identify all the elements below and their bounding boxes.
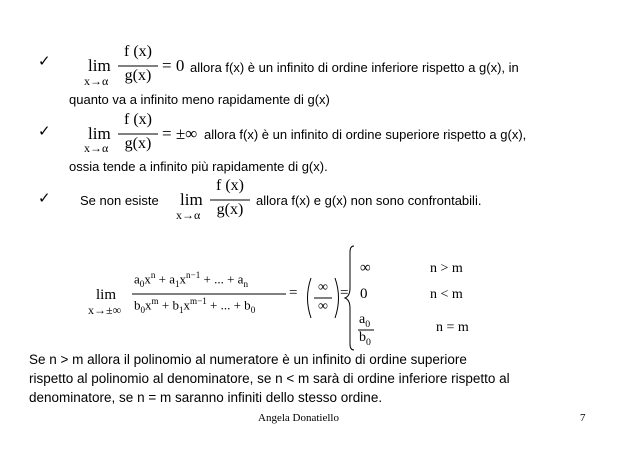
fraction-denominator: g(x) xyxy=(124,67,152,84)
paragraph-line: denominatore, se n = m saranno infiniti dello stesso ordine. xyxy=(29,390,383,405)
conclusion-paragraph xyxy=(29,350,510,407)
right-paren xyxy=(335,278,339,318)
lim-label: lim xyxy=(88,124,111,143)
footer-author: Angela Donatiello xyxy=(258,412,339,424)
page-number: 7 xyxy=(580,412,586,424)
case-condition: n > m xyxy=(430,261,463,276)
item-pre-text: Se non esiste xyxy=(80,193,159,208)
lim-subscript: x→α xyxy=(84,74,109,88)
indeterminate-denominator: ∞ xyxy=(318,299,328,314)
indeterminate-numerator: ∞ xyxy=(318,280,328,295)
fraction-denominator: g(x) xyxy=(124,135,152,152)
item-continuation: ossia tende a infinito più rapidamente di g(x). xyxy=(69,159,328,174)
lim-label: lim xyxy=(180,190,203,209)
poly-equals: = xyxy=(340,285,349,301)
case-value-infinity: ∞ xyxy=(360,260,371,276)
case-value-zero: 0 xyxy=(360,286,368,302)
poly-numerator: $a_0x^n + a_1x^{n-1}$ + ... + $a_n$ xyxy=(134,270,248,289)
checkmark-icon: ✓ xyxy=(38,52,51,70)
item-text: allora f(x) e g(x) non sono confrontabili. xyxy=(256,193,482,208)
fraction-numerator: f (x) xyxy=(124,43,152,60)
poly-denominator: $b_0x^m + b_1x^{m-1}$ + ... + $b_0$ xyxy=(134,296,256,315)
item-text: allora f(x) è un infinito di ordine inferiore rispetto a g(x), in xyxy=(190,60,519,75)
lim-subscript: x→α xyxy=(84,141,109,155)
item-continuation: quanto va a infinito meno rapidamente di g(x) xyxy=(69,92,330,107)
poly-lim-label: lim xyxy=(96,287,117,303)
lim-subscript: x→α xyxy=(176,208,201,222)
poly-lim-subscript: x→±∞ xyxy=(88,303,122,317)
paragraph-line: rispetto al polinomio al denominatore, se n < m sarà di ordine inferiore rispetto al xyxy=(29,371,510,386)
checkmark-icon: ✓ xyxy=(38,122,51,140)
left-paren xyxy=(308,278,312,318)
case-ratio-numerator: $a_0$ xyxy=(359,312,371,330)
case-ratio-denominator: $b_0$ xyxy=(359,330,371,348)
case-condition: n < m xyxy=(430,287,463,302)
poly-equals: = xyxy=(289,285,298,301)
equals-infinity: = ±∞ xyxy=(162,124,198,143)
item-text: allora f(x) è un infinito di ordine superiore rispetto a g(x), xyxy=(204,127,527,142)
equals-zero: = 0 xyxy=(162,56,185,75)
case-condition: n = m xyxy=(436,320,469,335)
paragraph-line: Se n > m allora il polinomio al numeratore è un infinito di ordine superiore xyxy=(29,352,467,367)
lim-label: lim xyxy=(88,56,111,75)
fraction-denominator: g(x) xyxy=(216,201,244,218)
fraction-numerator: f (x) xyxy=(124,111,152,128)
cases-brace xyxy=(345,246,354,350)
checkmark-icon: ✓ xyxy=(38,189,51,207)
fraction-numerator: f (x) xyxy=(216,177,244,194)
